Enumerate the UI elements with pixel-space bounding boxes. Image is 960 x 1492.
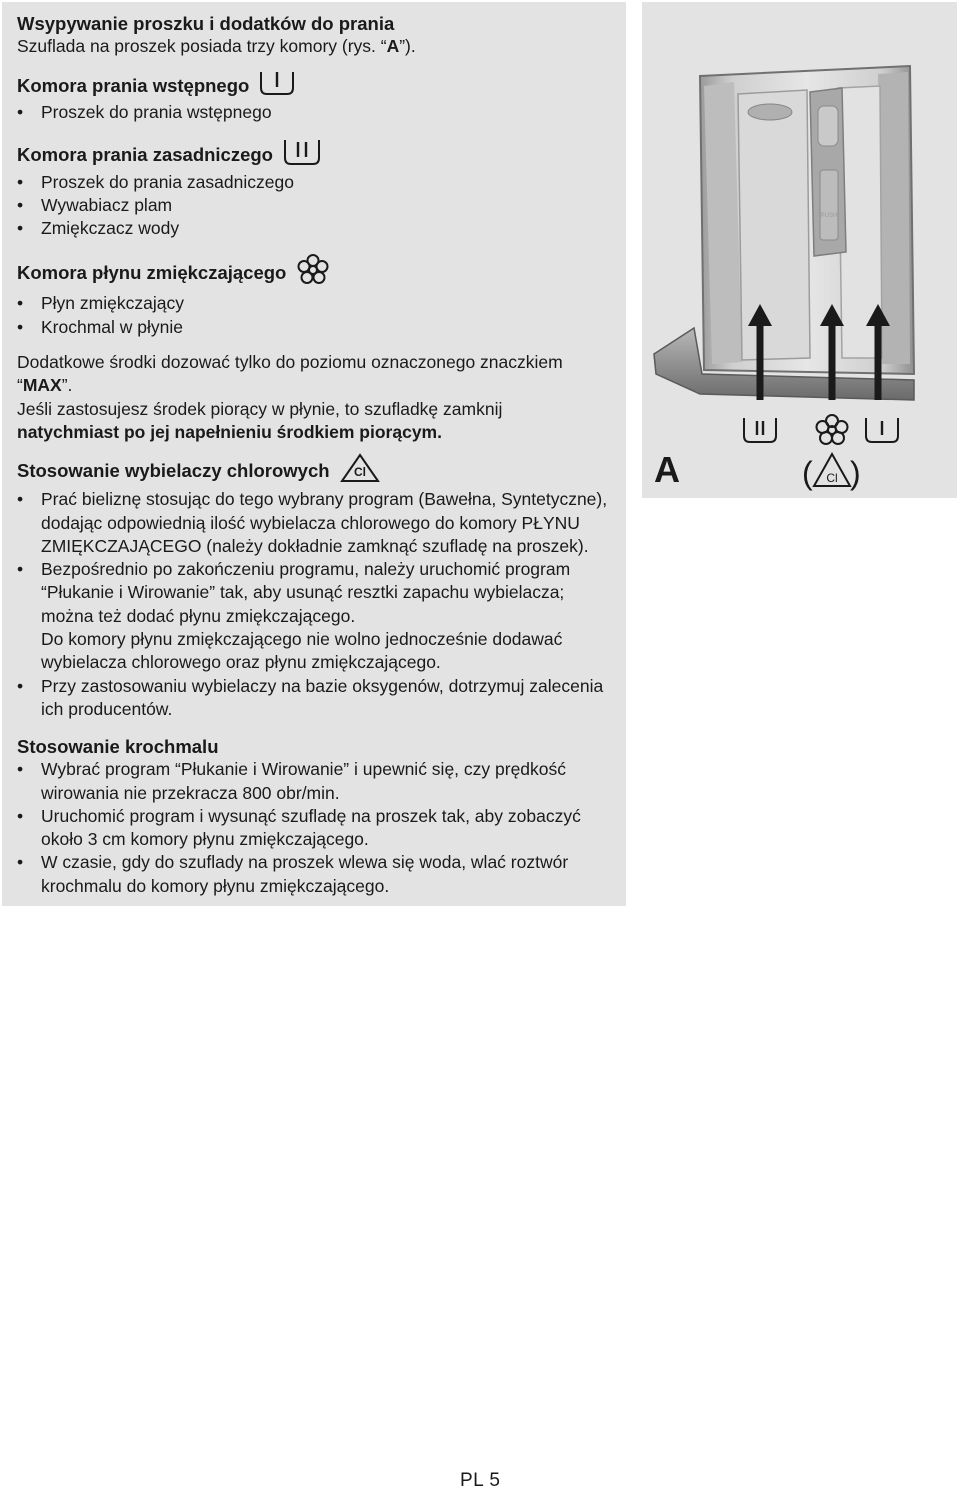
softener-section	[17, 253, 618, 339]
figure-a-panel	[642, 2, 957, 498]
page-number: PL 5	[460, 1470, 501, 1491]
list-item: • Bezpośrednio po zakończeniu programu, należy uruchomić program “Płukanie i Wirowanie” tak, aby usunąć resztki zapachu wybielacza; można też dodać płynu zmiękczającego.	[17, 558, 618, 628]
bleach-heading: Stosowanie wybielaczy chlorowych Cl	[17, 453, 618, 488]
prewash-heading: Komora prania wstępnego	[17, 70, 618, 101]
mainwash-section	[17, 138, 618, 241]
detergent-drawer-figure	[642, 2, 957, 498]
chlorine-bleach-icon	[340, 453, 380, 488]
flower-icon	[296, 253, 330, 292]
compartment-II-icon	[744, 418, 776, 442]
list-item: • Krochmal w płynie	[17, 316, 618, 339]
list-item: • Proszek do prania wstępnego	[17, 101, 618, 124]
prewash-section	[17, 70, 618, 124]
starch-list	[17, 758, 618, 898]
intro-text: Szuflada na proszek posiada trzy komory (rys. “A”).	[17, 36, 416, 56]
list-item: • Prać bieliznę stosując do tego wybrany program (Bawełna, Syntetyczne), dodając odpowiednią ilość wybielacza chlorowego do komory PŁYNU ZMIĘKCZAJĄCEGO (należy dokładnie zamknąć szufladę na proszek).	[17, 488, 618, 558]
list-item: • Wybrać program “Płukanie i Wirowanie” i upewnić się, czy prędkość wirowania nie przekracza 800 obr/min.	[17, 758, 618, 805]
instructions-panel	[2, 2, 626, 906]
list-item: • Przy zastosowaniu wybielaczy na bazie oksygenów, dotrzymuj zalecenia ich producentów.	[17, 675, 618, 722]
list-item: • Proszek do prania zasadniczego	[17, 171, 618, 194]
max-note: Dodatkowe środki dozować tylko do poziomu oznaczonego znaczkiem “MAX”.	[17, 352, 563, 396]
mainwash-list	[17, 171, 618, 241]
list-item: • Wywabiacz plam	[17, 194, 618, 217]
paren-open: (	[802, 455, 813, 491]
bleach-continuation: Do komory płynu zmiękczającego nie wolno jednocześnie dodawać wybielacza chlorowego oraz płynu zmiękczającego.	[41, 629, 563, 673]
list-item: • Uruchomić program i wysunąć szufladę na proszek tak, aby zobaczyć około 3 cm komory płynu zmiękczającego.	[17, 805, 618, 852]
intro-section	[17, 12, 618, 58]
figure-ref: A	[386, 36, 400, 56]
drawer-embossed-text: PUSH	[820, 213, 838, 219]
list-item: • Płyn zmiękczający	[17, 292, 618, 315]
figure-label: A	[654, 449, 680, 490]
bleach-list	[17, 488, 618, 628]
softener-list	[17, 292, 618, 339]
liquid-note: Jeśli zastosujesz środek piorący w płynie, to szufladkę zamknij	[17, 398, 503, 419]
liquid-note-bold: natychmiast po jej napełnieniu środkiem piorącym.	[17, 421, 442, 442]
softener-heading: Komora płynu zmiękczającego	[17, 253, 618, 292]
paren-close: )	[850, 455, 861, 491]
mainwash-heading: Komora prania zasadniczego	[17, 138, 618, 171]
list-item: • Zmiękczacz wody	[17, 217, 618, 240]
bleach-symbol-text: Cl	[353, 465, 366, 480]
compartment-I-icon	[259, 70, 295, 101]
flower-icon	[817, 415, 848, 444]
chlorine-bleach-icon	[802, 454, 861, 491]
notes-section	[17, 351, 618, 444]
starch-section	[17, 735, 618, 898]
intro-heading: Wsypywanie proszku i dodatków do prania	[17, 13, 395, 34]
max-label: MAX	[22, 375, 62, 396]
prewash-list	[17, 101, 618, 124]
compartment-II-icon	[283, 138, 321, 171]
bleach-symbol-text: Cl	[826, 471, 838, 485]
compartment-I-icon	[866, 418, 898, 442]
list-item: • W czasie, gdy do szuflady na proszek wlewa się woda, wlać roztwór krochmalu do komory płynu zmiękczającego.	[17, 851, 618, 898]
bleach-section	[17, 453, 618, 721]
starch-heading: Stosowanie krochmalu	[17, 736, 219, 758]
bleach-list-last	[17, 675, 618, 722]
